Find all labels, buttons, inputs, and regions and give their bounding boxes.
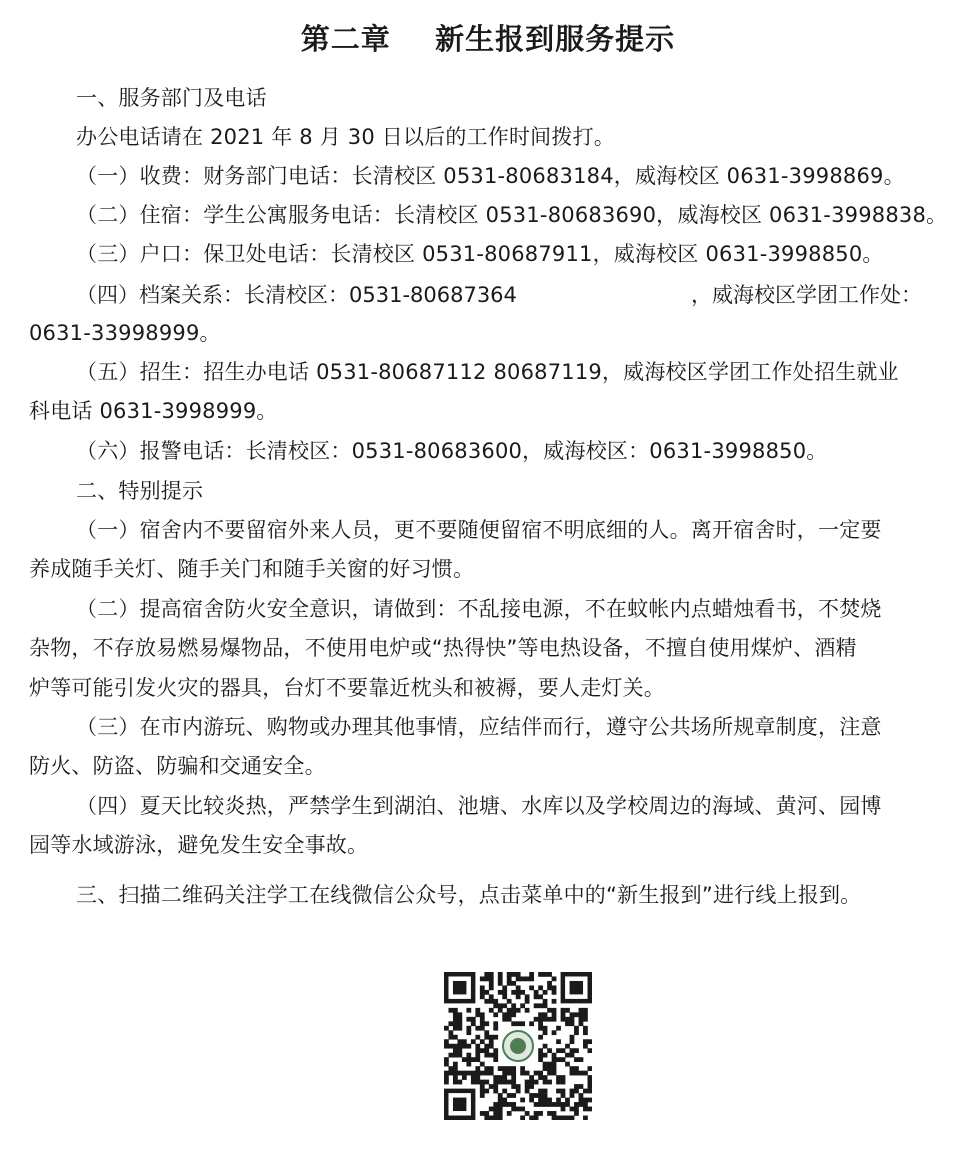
qr-code-icon — [444, 972, 592, 1120]
tip-2-line-3: 炉等可能引发火灾的器具，台灯不要靠近枕头和被褥，要人走灯关。 — [29, 676, 665, 700]
tip-3-line-2: 防火、防盗、防骗和交通安全。 — [29, 754, 326, 778]
phone-item-police: （六）报警电话：长清校区：0531-80683600，威海校区：0631-3998850。 — [76, 439, 828, 463]
tip-4-line-1: （四）夏天比较炎热，严禁学生到湖泊、池塘、水库以及学校周边的海域、黄河、园博 — [76, 794, 882, 818]
chapter-title: 第二章 新生报到服务提示 — [300, 22, 676, 56]
phone-item-archives-part-b: ，威海校区学团工作处： — [691, 283, 922, 307]
phone-item-residence: （三）户口：保卫处电话：长清校区 0531-80687911，威海校区 0631-3998850。 — [76, 242, 884, 266]
phone-item-admissions: （五）招生：招生办电话 0531-80687112 80687119，威海校区学团工作处招生就业 — [76, 360, 899, 384]
phone-item-admissions-cont: 科电话 0631-3998999。 — [29, 399, 278, 423]
section-2-heading: 二、特别提示 — [76, 479, 204, 503]
section-1-heading: 一、服务部门及电话 — [76, 86, 267, 110]
qr-code-graphic — [444, 972, 592, 1120]
phone-item-archives-cont: 0631-33998999。 — [29, 321, 221, 345]
section-1-intro: 办公电话请在 2021 年 8 月 30 日以后的工作时间拨打。 — [76, 125, 615, 149]
phone-item-housing: （二）住宿：学生公寓服务电话：长清校区 0531-80683690，威海校区 0631-3998838。 — [76, 203, 948, 227]
tip-3-line-1: （三）在市内游玩、购物或办理其他事情，应结伴而行，遵守公共场所规章制度，注意 — [76, 715, 882, 739]
tip-4-line-2: 园等水域游泳，避免发生安全事故。 — [29, 833, 369, 857]
phone-item-archives-part-a: （四）档案关系：长清校区：0531-80687364 — [76, 283, 517, 307]
phone-item-archives — [76, 281, 922, 309]
tip-1-line-1: （一）宿舍内不要留宿外来人员，更不要随便留宿不明底细的人。离开宿舍时，一定要 — [76, 518, 882, 542]
phone-item-fees: （一）收费：财务部门电话：长清校区 0531-80683184，威海校区 0631-3998869。 — [76, 164, 905, 188]
tip-2-line-2: 杂物，不存放易燃易爆物品，不使用电炉或“热得快”等电热设备，不擅自使用煤炉、酒精 — [29, 636, 857, 660]
section-3-instruction: 三、扫描二维码关注学工在线微信公众号，点击菜单中的“新生报到”进行线上报到。 — [76, 883, 862, 907]
tip-2-line-1: （二）提高宿舍防火安全意识，请做到：不乱接电源，不在蚊帐内点蜡烛看书，不焚烧 — [76, 597, 882, 621]
tip-1-line-2: 养成随手关灯、随手关门和随手关窗的好习惯。 — [29, 557, 475, 581]
